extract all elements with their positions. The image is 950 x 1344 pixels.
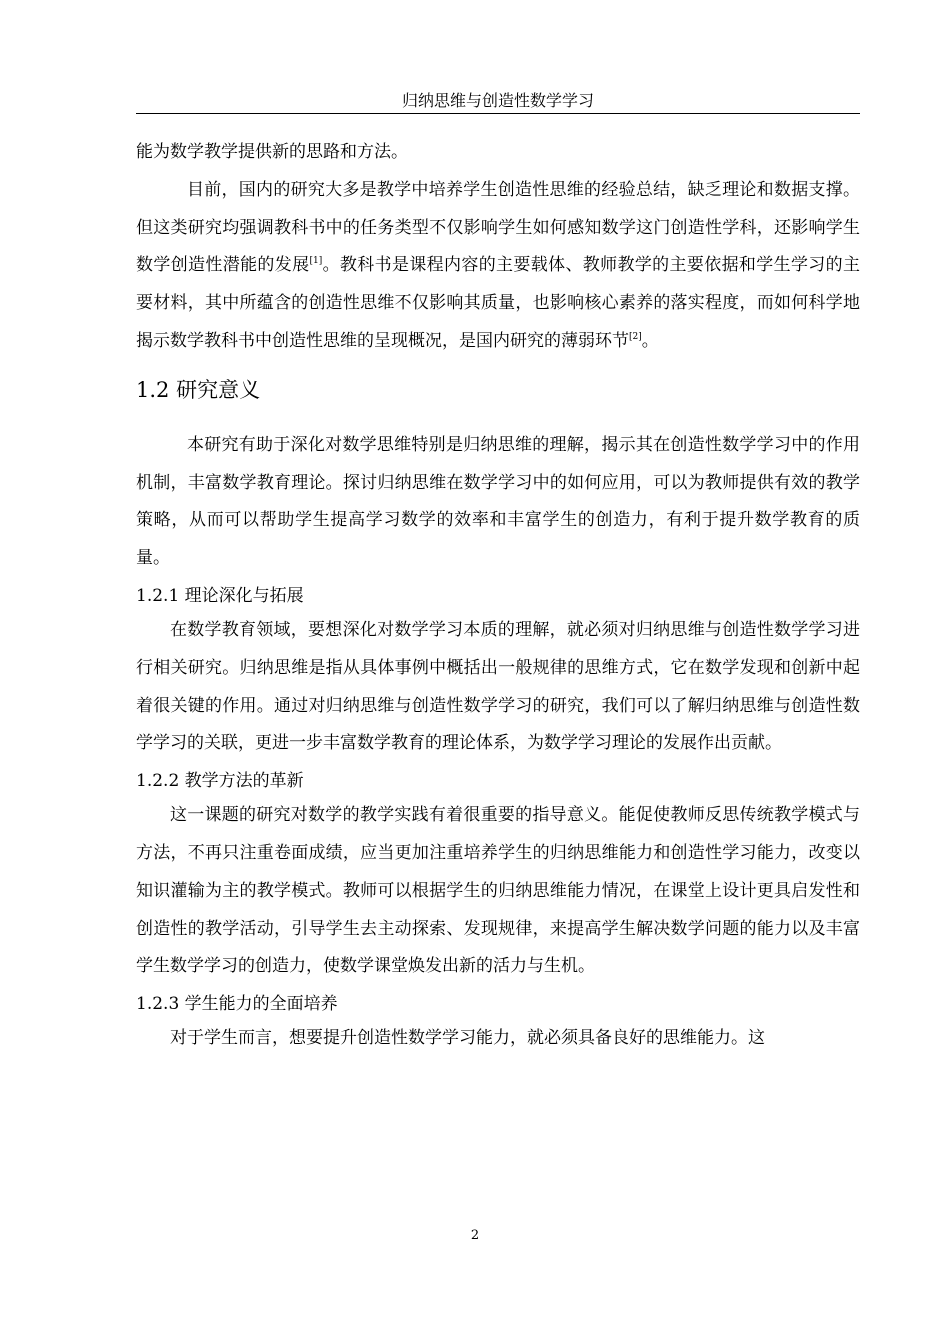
- subsection-heading-1-2-1: 1.2.1 理论深化与拓展: [136, 585, 304, 606]
- section-heading-1-2: 1.2 研究意义: [136, 377, 261, 402]
- running-header: 归纳思维与创造性数学学习: [136, 91, 860, 114]
- citation-ref: [2]: [629, 331, 642, 342]
- paragraph-domestic-research: [136, 172, 860, 361]
- paragraph-text: 目前，国内的研究大多是教学中培养学生创造性思维的经验总结，缺乏理论和数据支撑。但这类研究均强调教科书中的任务类型不仅影响学生如何感知数学这门创造性学科，还影响学生数学创造性潜能的发展: [136, 179, 860, 276]
- citation-ref: [1]: [309, 256, 323, 267]
- paragraph-student-ability: 对于学生而言，想要提升创造性数学学习能力，就必须具备良好的思维能力。这: [170, 1028, 765, 1049]
- page-number: 2: [470, 1228, 480, 1243]
- paragraph-continuation: 能为数学教学提供新的思路和方法。: [136, 142, 408, 162]
- paragraph-text: 。: [641, 330, 659, 351]
- paragraph-research-significance: 本研究有助于深化对数学思维特别是归纳思维的理解，揭示其在创造性数学学习中的作用机制，丰富数学教育理论。探讨归纳思维在数学学习中的如何应用，可以为教师提供有效的教学策略，从而可以帮助学生提高学习数学的效率和丰富学生的创造力，有利于提升数学教育的质量。: [136, 434, 860, 569]
- subsection-heading-1-2-2: 1.2.2 教学方法的革新: [136, 771, 304, 792]
- paragraph-text: 。教科书是课程内容的主要载体、教师教学的主要依据和学生学习的主要材料，其中所蕴含的创造性思维不仅影响其质量，也影响核心素养的落实程度，而如何科学地揭示数学教科书中创造性思维的呈现概况，是国内研究的薄弱环节: [136, 255, 861, 351]
- paragraph-teaching-methods: 这一课题的研究对数学的教学实践有着很重要的指导意义。能促使教师反思传统教学模式与方法，不再只注重卷面成绩，应当更加注重培养学生的归纳思维能力和创造性学习能力，改变以知识灌输为主的教学模式。教师可以根据学生的归纳思维能力情况，在课堂上设计更具启发性和创造性的教学活动，引导学生去主动探索、发现规律，来提高学生解决数学问题的能力以及丰富学生数学学习的创造力，使数学课堂焕发出新的活力与生机。: [136, 805, 860, 977]
- page-body: [136, 134, 860, 1058]
- subsection-heading-1-2-3: 1.2.3 学生能力的全面培养: [136, 994, 338, 1015]
- paragraph-theory: 在数学教育领域，要想深化对数学学习本质的理解，就必须对归纳思维与创造性数学学习进行相关研究。归纳思维是指从具体事例中概括出一般规律的思维方式，它在数学发现和创新中起着很关键的作用。通过对归纳思维与创造性数学学习的研究，我们可以了解归纳思维与创造性数学学习的关联，更进一步丰富数学教育的理论体系，为数学学习理论的发展作出贡献。: [136, 619, 860, 754]
